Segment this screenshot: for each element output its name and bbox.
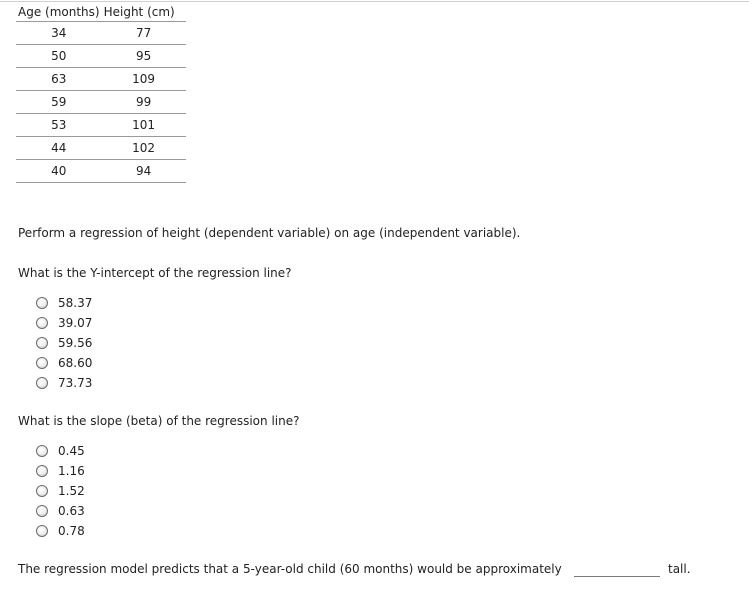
- radio-button[interactable]: [36, 337, 48, 349]
- height-cell: 77: [102, 22, 186, 45]
- table-header-row: [16, 3, 186, 22]
- table-row: [16, 114, 186, 137]
- radio-button[interactable]: [36, 317, 48, 329]
- table-row: [16, 137, 186, 160]
- height-cell: 102: [102, 137, 186, 160]
- top-divider: [0, 1, 749, 2]
- age-cell: 50: [16, 45, 102, 68]
- radio-button[interactable]: [36, 445, 48, 457]
- intercept-options: [36, 293, 92, 393]
- option-label: 0.45: [58, 444, 85, 458]
- age-cell: 53: [16, 114, 102, 137]
- slope-option[interactable]: [36, 521, 85, 541]
- table-row: [16, 45, 186, 68]
- radio-button[interactable]: [36, 485, 48, 497]
- radio-button[interactable]: [36, 525, 48, 537]
- table-row: [16, 22, 186, 45]
- prediction-suffix: tall.: [668, 562, 691, 576]
- height-cell: 101: [102, 114, 186, 137]
- question-intercept: What is the Y-intercept of the regression line?: [18, 266, 292, 280]
- intercept-option[interactable]: [36, 313, 92, 333]
- radio-button[interactable]: [36, 505, 48, 517]
- slope-option[interactable]: [36, 461, 85, 481]
- intercept-option[interactable]: [36, 353, 92, 373]
- prediction-question: The regression model predicts that a 5-year-old child (60 months) would be approximately: [18, 562, 562, 576]
- data-table: [16, 3, 186, 183]
- height-cell: 94: [102, 160, 186, 183]
- option-label: 1.52: [58, 484, 85, 498]
- age-cell: 34: [16, 22, 102, 45]
- intercept-option[interactable]: [36, 373, 92, 393]
- height-cell: 99: [102, 91, 186, 114]
- prediction-answer-input[interactable]: [574, 564, 660, 577]
- radio-button[interactable]: [36, 465, 48, 477]
- instructions-text: Perform a regression of height (dependent variable) on age (independent variable).: [18, 226, 521, 240]
- option-label: 58.37: [58, 296, 93, 310]
- option-label: 1.16: [58, 464, 85, 478]
- option-label: 73.73: [58, 376, 93, 390]
- intercept-option[interactable]: [36, 333, 92, 353]
- option-label: 0.78: [58, 524, 85, 538]
- table-row: [16, 91, 186, 114]
- table-row: [16, 160, 186, 183]
- table-row: [16, 68, 186, 91]
- slope-option[interactable]: [36, 441, 85, 461]
- slope-option[interactable]: [36, 481, 85, 501]
- age-cell: 63: [16, 68, 102, 91]
- radio-button[interactable]: [36, 297, 48, 309]
- height-cell: 109: [102, 68, 186, 91]
- option-label: 39.07: [58, 316, 93, 330]
- age-cell: 59: [16, 91, 102, 114]
- height-cell: 95: [102, 45, 186, 68]
- intercept-option[interactable]: [36, 293, 92, 313]
- option-label: 59.56: [58, 336, 93, 350]
- slope-options: [36, 441, 85, 541]
- column-header-age: Age (months): [16, 3, 102, 22]
- slope-option[interactable]: [36, 501, 85, 521]
- question-slope: What is the slope (beta) of the regression line?: [18, 414, 300, 428]
- column-header-height: Height (cm): [102, 3, 186, 22]
- radio-button[interactable]: [36, 377, 48, 389]
- age-cell: 40: [16, 160, 102, 183]
- radio-button[interactable]: [36, 357, 48, 369]
- age-cell: 44: [16, 137, 102, 160]
- option-label: 0.63: [58, 504, 85, 518]
- option-label: 68.60: [58, 356, 93, 370]
